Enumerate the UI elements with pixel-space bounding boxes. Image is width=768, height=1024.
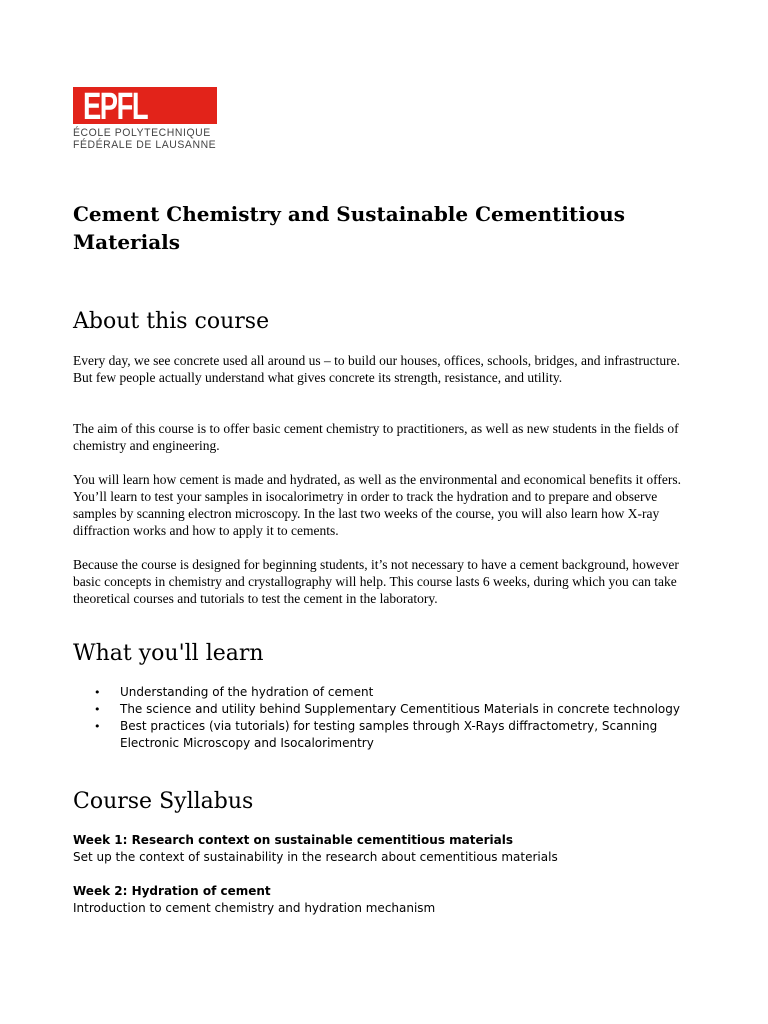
week-description: Introduction to cement chemistry and hydration mechanism [73,901,436,915]
week-title: Week 1: Research context on sustainable cementitious materials [73,833,514,847]
learn-item-text: Understanding of the hydration of cement [120,685,374,699]
syllabus-week-1 [73,832,713,866]
about-paragraph-3: You will learn how cement is made and hydrated, as well as the environmental and economical benefits it offers. You’ll learn to test your samples in isocalorimetry in order to track the hydration and to prepare and observe samples by scanning electron microscopy. In the last two weeks of the course, you will also learn how X-ray diffraction works and how to apply it to cements. [73,472,681,538]
about-paragraph-2: The aim of this course is to offer basic cement chemistry to practitioners, as well as new students in the fields of chemistry and engineering. [73,421,679,453]
learn-item-text: Best practices (via tutorials) for testing samples through X-Rays diffractometry, Scanning Electronic Microscopy and Isocalorimentry [120,719,658,750]
document-title: Cement Chemistry and Sustainable Cementitious Materials [73,202,625,254]
about-paragraph-4: Because the course is designed for beginning students, it’s not necessary to have a cement background, however basic concepts in chemistry and crystallography will help. This course lasts 6 weeks, during which you can take theoretical courses and tutorials to test the cement in the laboratory. [73,557,679,606]
week-title: Week 2: Hydration of cement [73,884,271,898]
logo-line-1: ÉCOLE POLYTECHNIQUE [73,127,211,139]
logo-line-2: FÉDÉRALE DE LAUSANNE [73,139,217,151]
list-item [73,701,698,718]
bullet-icon: • [94,703,101,716]
learn-item-text: The science and utility behind Supplementary Cementitious Materials in concrete technology [120,702,680,716]
syllabus-heading: Course Syllabus [73,789,254,814]
bullet-icon: • [94,720,101,733]
syllabus-week-2 [73,883,713,917]
week-description: Set up the context of sustainability in the research about cementitious materials [73,850,558,864]
learn-list [73,684,698,752]
epfl-logo-text: EPFL [83,87,148,124]
about-heading: About this course [73,309,270,334]
list-item [73,718,698,752]
list-item [73,684,698,701]
epfl-logo [73,87,221,151]
about-paragraph-1: Every day, we see concrete used all around us – to build our houses, offices, schools, bridges, and infrastructure. But few people actually understand what gives concrete its strength, resistance, and utility. [73,353,680,385]
bullet-icon: • [94,686,101,699]
epfl-logo-mark [73,87,217,124]
learn-heading: What you'll learn [73,641,264,666]
